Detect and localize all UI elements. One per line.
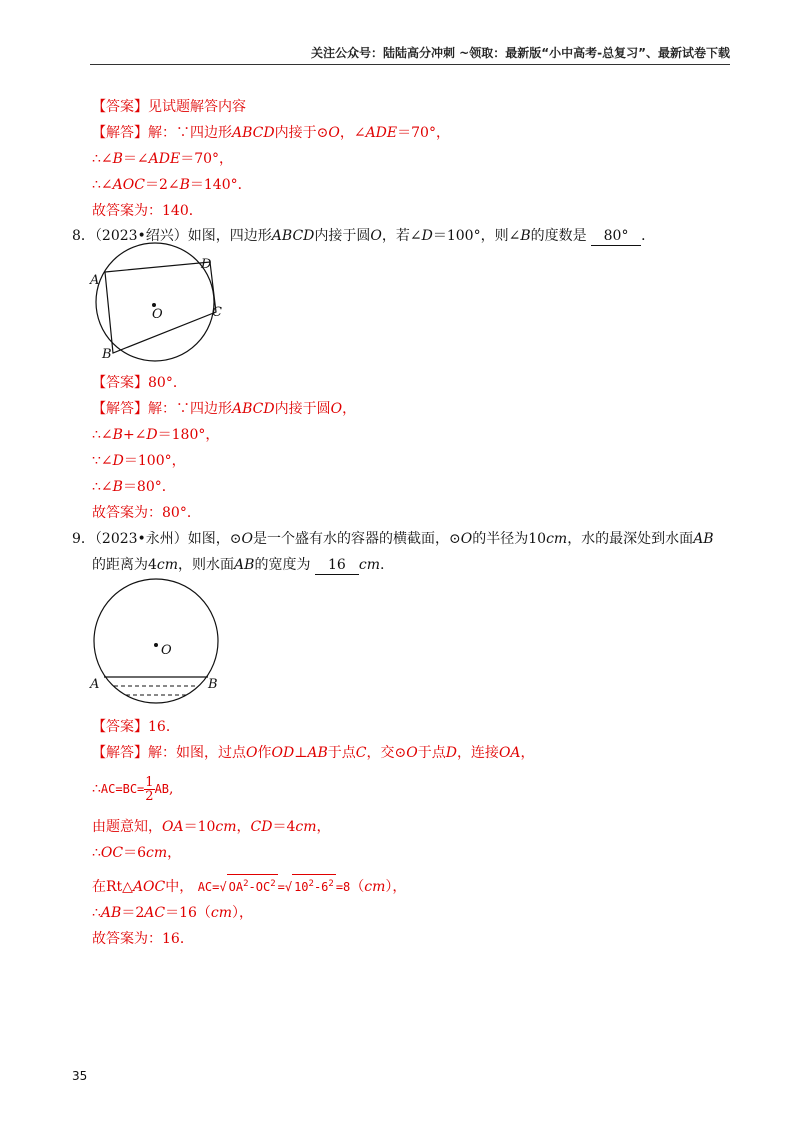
q8-label-c: C [212, 305, 222, 320]
q9-solution-line-6: ∴AB＝2AC＝16（cm）， [92, 905, 254, 921]
page-number: 35 [72, 1069, 88, 1083]
q9-answer-blank: 16 [315, 556, 359, 575]
q8-label-a: A [90, 273, 100, 288]
q9-final-answer: 故答案为：16． [92, 931, 194, 947]
q8-solution-line-2: ∴∠B+∠D＝180°， [92, 427, 220, 443]
q8-solution-line-4: ∴∠B＝80°． [92, 479, 176, 495]
q9-solution-line-5: 在Rt△AOC中， AC=√ $OA^2-OC^2$ =√ $10^2-6^2 =8(cm)$， [92, 874, 406, 896]
q8-final-answer: 故答案为：80°． [92, 505, 201, 521]
q9-solution-line-4: ∴OC＝6cm， [92, 845, 182, 861]
header-rule [90, 64, 730, 65]
q9-solution-line-2: ∴AC=BC= $\frac{1}{2}$ AB, [92, 774, 174, 804]
q9-answer: 【答案】16． [92, 719, 180, 735]
q9-radical-1: $OA^2-OC^2$ [227, 874, 278, 896]
prev-solution-line-3: ∴∠AOC＝2∠B＝140°． [92, 177, 252, 193]
prev-solution-line-2: ∴∠B＝∠ADE＝70°， [92, 151, 234, 167]
q9-label-b: B [208, 677, 218, 692]
q9-figure [84, 578, 234, 712]
prev-final-answer: 故答案为：140． [92, 203, 203, 219]
q9-label-o: O [161, 643, 172, 658]
prev-solution-line-1: 【解答】解：∵四边形ABCD内接于⊙O，∠ADE＝70°， [92, 125, 450, 141]
q8-answer: 【答案】80°． [92, 375, 187, 391]
q8-label-b: B [102, 347, 112, 362]
q8-figure [88, 240, 238, 362]
q8-stem: 8．（2023•绍兴）如图，四边形ABCD内接于圆O，若∠D＝100°，则∠B的度数是 80° ． [72, 228, 656, 244]
q8-circle [96, 243, 214, 361]
q9-solution-line-3: 由题意知，OA＝10cm，CD＝4cm， [92, 819, 331, 835]
q9-center-dot [154, 643, 158, 647]
q9-circle [94, 579, 218, 703]
page-header: 关注公众号：陆陆高分冲刺 ~领取：最新版“小中高考-总复习”、最新试卷下载 [311, 46, 730, 60]
prev-answer: 【答案】见试题解答内容 [92, 99, 246, 115]
q9-label-a: A [90, 677, 100, 692]
q8-answer-blank: 80° [591, 227, 641, 246]
q9-radical-2: $10^2-6^2$ [292, 874, 336, 896]
q8-label-o: O [152, 307, 163, 322]
q8-label-d: D [201, 257, 212, 272]
q9-stem-line-1: 9．（2023•永州）如图，⊙O是一个盛有水的容器的横截面，⊙O的半径为10cm，水的最深处到水面AB [72, 531, 714, 547]
q8-solution-line-3: ∵∠D＝100°， [92, 453, 186, 469]
q9-solution-line-1: 【解答】解：如图，过点O作OD⊥AB于点C，交⊙O于点D，连接OA， [92, 745, 535, 761]
q9-fraction: $\frac{1}{2}$ [145, 774, 154, 804]
q8-solution-line-1: 【解答】解：∵四边形ABCD内接于圆O， [92, 401, 357, 417]
q9-stem-line-2: 的距离为4cm，则水面AB的宽度为 16 cm. [92, 557, 385, 573]
